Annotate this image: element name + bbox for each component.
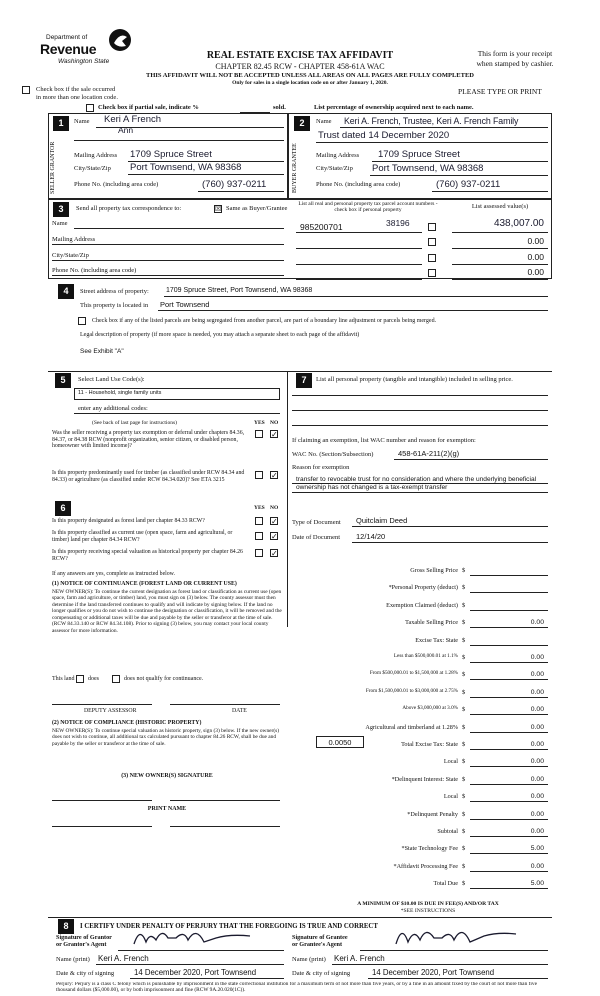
tax-row-dollar: $ <box>462 654 466 661</box>
parcel-pp-checkbox-1[interactable] <box>428 223 436 231</box>
tax-row-value[interactable]: 5.00 <box>530 880 544 887</box>
seller-name-1: Keri A French <box>104 114 162 125</box>
tax-row-dollar: $ <box>462 637 466 644</box>
tax-row-value[interactable]: 0.00 <box>530 828 544 835</box>
logo-state: Washington State <box>58 58 110 65</box>
tax-row-label: Agricultural and timberland at 1.28% <box>365 724 458 731</box>
tax-row-value[interactable]: 0.00 <box>530 724 544 731</box>
s6-q3: Is this property receiving special valuation as historical property per chapter 84.26 RCW? <box>52 549 243 562</box>
grantee-date: 14 December 2020, Port Townsend <box>372 968 495 977</box>
form-chapter: CHAPTER 82.45 RCW - CHAPTER 458-61A WAC <box>215 62 385 71</box>
grantor-name: Keri A. French <box>98 954 149 963</box>
receipt-note-1: This form is your receipt <box>477 49 553 58</box>
logo-revenue: Revenue <box>40 41 97 57</box>
section-8-number: 8 <box>58 919 74 934</box>
notice1-title: (1) NOTICE OF CONTINUANCE (FOREST LAND OR CURRENT USE) <box>52 581 237 587</box>
multi-location-label: Check box if the sale occurred <box>36 86 116 93</box>
tax-row-value[interactable]: 0.00 <box>530 706 544 713</box>
parcel-header: List all real and personal property tax parcel account numbers - check box if personal property <box>298 201 438 214</box>
tax-row-label: Subtotal <box>437 828 458 835</box>
s6-yes: YES <box>254 505 265 511</box>
land-use-code: 11 - Household, single family units <box>78 390 162 396</box>
grantee-date-label: Date & city of signing <box>292 970 351 977</box>
tax-row-value[interactable]: 0.00 <box>530 671 544 678</box>
s5-q1-yes[interactable] <box>255 430 263 438</box>
tax-row-label: *Delinquent Penalty <box>407 811 458 818</box>
parcel-pp-checkbox-2[interactable] <box>428 238 436 246</box>
buyer-name-1: Keri A. French, Trustee, Keri A. French Family <box>344 116 519 126</box>
seller-phone-label: Phone No. (including area code) <box>74 181 159 188</box>
tax-row-dollar: $ <box>462 602 466 609</box>
land-does-label: does <box>88 676 99 682</box>
s5-q1: Was the seller receiving a property tax exemption or deferral under chapters 84.36, 84.37, or 84.38 RCW (nonprofit organization, senior citizen, or disabled person, homeowner with limited income)? <box>52 430 245 450</box>
legal-label: Legal description of property (if more space is needed, you may attach a separate sheet to each page of the affidavit) <box>80 332 360 338</box>
grantor-date: 14 December 2020, Port Townsend <box>134 968 257 977</box>
new-owner-signature-label: (3) NEW OWNER(S) SIGNATURE <box>121 773 213 779</box>
seller-name-2: Ann <box>118 125 134 135</box>
tax-row-label: Less than $500,000.01 at 1.1% <box>393 653 458 659</box>
grantee-signature <box>390 922 520 950</box>
same-as-buyer-label: Same as Buyer/Grantee <box>226 205 288 212</box>
tax-row-dollar: $ <box>462 776 466 783</box>
segregated-checkbox[interactable] <box>78 317 86 325</box>
s6-q2-yes[interactable] <box>255 532 263 540</box>
tax-row-dollar: $ <box>462 671 466 678</box>
tax-row-label: Taxable Selling Price <box>405 619 458 626</box>
tax-row-dollar: $ <box>462 811 466 818</box>
tax-row-label: Local <box>443 758 458 765</box>
assessed-header: List assessed value(s) <box>471 203 529 210</box>
parcel-pp-checkbox-4[interactable] <box>428 269 436 277</box>
tax-row-label: Gross Selling Price <box>410 567 458 574</box>
street-label: Street address of property: <box>80 288 149 295</box>
assessed-value-2: 0.00 <box>527 236 544 246</box>
doc-date-label: Date of Document <box>292 534 341 541</box>
s6-q1-yes[interactable] <box>255 517 263 525</box>
minimum-fee-note: A MINIMUM OF $10.00 IS DUE IN FEE(S) AND/OR TAX <box>357 901 499 907</box>
grantor-name-label: Name (print) <box>56 956 90 963</box>
sales-note: Only for sales in a single location code on or after January 1, 2020. <box>232 80 388 86</box>
section-1-number: 1 <box>53 116 69 131</box>
notice2-body: NEW OWNER(S): To continue special valuation as historic property, sign (3) below. If the new owner(s) does not wish to continue, all additional tax calculated pursuant to chapter 84.26 RCW, shall be due and payable by the seller or transferor at the time of sale. <box>52 728 280 747</box>
grantor-date-label: Date & city of signing <box>56 970 115 977</box>
land-does-not-label: does not qualify for continuance. <box>124 676 204 682</box>
grantee-sig-label: Signature of Grantee or Grantee's Agent <box>292 934 348 949</box>
located-label: This property is located in <box>80 302 149 309</box>
see-back-label: (See back of last page for instructions) <box>92 420 177 426</box>
tax-row-value[interactable]: 0.00 <box>530 863 544 870</box>
s6-q1-no[interactable]: ✓ <box>271 517 278 526</box>
notice2-title: (2) NOTICE OF COMPLIANCE (HISTORIC PROPERTY) <box>52 720 202 726</box>
tax-row-value[interactable]: 0.00 <box>530 758 544 765</box>
acceptance-warning: THIS AFFIDAVIT WILL NOT BE ACCEPTED UNLESS ALL AREAS ON ALL PAGES ARE FULLY COMPLETED <box>146 72 474 79</box>
s6-q3-yes[interactable] <box>255 549 263 557</box>
buyer-phone: (760) 937-0211 <box>436 179 501 190</box>
tax-row-value[interactable]: 0.00 <box>530 793 544 800</box>
s3-phone-label: Phone No. (including area code) <box>52 267 137 274</box>
tax-row-dollar: $ <box>462 724 466 731</box>
exemption-label: If claiming an exemption, list WAC number and reason for exemption: <box>292 437 476 444</box>
s3-mailing-label: Mailing Address <box>52 236 96 243</box>
section-3-number: 3 <box>53 202 69 217</box>
s6-if-yes: If any answers are yes, complete as instructed below. <box>52 571 175 577</box>
receipt-note-2: when stamped by cashier. <box>476 59 554 68</box>
tax-row-dollar: $ <box>462 863 466 870</box>
partial-sale-sold: sold. <box>273 104 286 111</box>
s5-q2-no[interactable]: ✓ <box>271 471 278 480</box>
doc-type-label: Type of Document <box>292 519 341 526</box>
seller-phone: (760) 937-0211 <box>202 179 267 190</box>
tax-row-value[interactable]: 0.00 <box>530 654 544 661</box>
partial-sale-label: Check box if partial sale, indicate % <box>98 104 199 111</box>
located-city: Port Townsend <box>160 300 210 309</box>
seller-name-label: Name <box>74 118 90 125</box>
s5-yes: YES <box>254 420 265 426</box>
tax-row-dollar: $ <box>462 828 466 835</box>
buyer-city-label: City/State/Zip <box>316 165 353 172</box>
parcel-number: 985200701 <box>300 222 343 232</box>
tax-row-label: From $500,000.01 to $1,500,000 at 1.28% <box>369 670 458 676</box>
section-2-number: 2 <box>294 116 310 131</box>
partial-sale-checkbox[interactable] <box>86 104 94 112</box>
land-does-not-checkbox[interactable] <box>112 675 120 683</box>
section-4-number: 4 <box>58 284 74 299</box>
tax-row-dollar: $ <box>462 706 466 713</box>
seller-city: Port Townsend, WA 98368 <box>130 162 242 173</box>
tax-row-value[interactable]: 0.00 <box>530 689 544 696</box>
buyer-side-label: BUYER GRANTEE <box>292 143 298 193</box>
s6-q2-no[interactable]: ✓ <box>271 532 278 541</box>
tax-row-label: Local <box>443 793 458 800</box>
buyer-name-label: Name <box>316 118 332 125</box>
pct-ownership-note: List percentage of ownership acquired next to each name. <box>314 104 474 111</box>
street-address: 1709 Spruce Street, Port Townsend, WA 98368 <box>166 287 313 294</box>
s5-no: NO <box>270 420 279 426</box>
section-5-number: 5 <box>55 373 71 388</box>
assessed-value-3: 0.00 <box>527 252 544 262</box>
tax-row-dollar: $ <box>462 567 466 574</box>
land-does-checkbox[interactable] <box>76 675 84 683</box>
s6-q2: Is this property classified as current use (open space, farm and agricultural, or timber) land per chapter 84.34 RCW? <box>52 530 233 543</box>
tax-row-dollar: $ <box>462 584 466 591</box>
parcel-extra: 38196 <box>386 218 410 228</box>
personal-property-label: List all personal property (tangible and intangible) included in selling price. <box>316 376 513 383</box>
buyer-phone-label: Phone No. (including area code) <box>316 181 401 188</box>
grantee-name-label: Name (print) <box>292 956 326 963</box>
buyer-mailing-label: Mailing Address <box>316 152 360 159</box>
buyer-mailing: 1709 Spruce Street <box>378 149 460 160</box>
tax-row-dollar: $ <box>462 741 466 748</box>
land-use-label: Select Land Use Code(s): <box>78 376 145 383</box>
multi-location-label-2: in more than one location code. <box>36 94 118 101</box>
assessed-value-1: 438,007.00 <box>493 218 544 229</box>
reason-label: Reason for exemption <box>292 464 350 471</box>
tax-row-dollar: $ <box>462 758 466 765</box>
buyer-city: Port Townsend, WA 98368 <box>372 163 484 174</box>
s6-q3-no[interactable]: ✓ <box>271 549 278 558</box>
local-rate-box[interactable]: 0.0050 <box>316 736 364 748</box>
tax-row-label: Total Excise Tax: State <box>401 741 458 748</box>
seller-side-label: SELLER GRANTOR <box>50 141 56 195</box>
section-7-number: 7 <box>296 373 312 388</box>
tax-row-dollar: $ <box>462 619 466 626</box>
form-title: REAL ESTATE EXCISE TAX AFFIDAVIT <box>206 50 394 61</box>
tax-row-label: Above $3,000,000 at 3.0% <box>402 705 458 711</box>
section-3-label: Send all property tax correspondence to: <box>76 205 182 212</box>
tax-row-dollar: $ <box>462 880 466 887</box>
s3-city-label: City/State/Zip <box>52 252 89 259</box>
dor-logo <box>40 22 135 70</box>
section-6-number: 6 <box>55 501 71 516</box>
tax-row-dollar: $ <box>462 845 466 852</box>
seller-mailing-label: Mailing Address <box>74 152 118 159</box>
additional-codes-label: enter any additional codes: <box>78 405 148 412</box>
seller-city-label: City/State/Zip <box>74 165 111 172</box>
see-instructions: *SEE INSTRUCTIONS <box>400 908 456 914</box>
tax-row-label: Total Due <box>433 880 458 887</box>
notice1-body: NEW OWNER(S): To continue the current designation as forest land or classification as current use (open space, farm and agriculture, or timber) land, you must sign on (3) below. The county assessor must then determine if the land transferred continues to qualify and will indicate by signing below. If the land no longer qualifies or you do not wish to continue the designation or classification, it will be removed and the compensating or additional taxes will be due and payable by the seller or transferor at the time of sale. (RCW 84.33.140 or RCW 84.34.108). Prior to signing (3) below, you may contact your local county assessor for more information. <box>52 589 282 634</box>
tax-row-dollar: $ <box>462 793 466 800</box>
parcel-pp-checkbox-3[interactable] <box>428 254 436 262</box>
grantee-name: Keri A. French <box>334 954 385 963</box>
logo-dept: Department of <box>46 34 88 41</box>
s3-name-label: Name <box>52 220 68 227</box>
tax-row-value[interactable]: 0.00 <box>530 776 544 783</box>
tax-row-label: *Affidavit Processing Fee <box>393 863 458 870</box>
tax-row-label: *State Technology Fee <box>401 845 458 852</box>
exemption-reason: transfer to revocable trust for no consideration and where the underlying beneficial ownership has not changed is a tax-exempt transfer <box>296 476 537 491</box>
tax-row-value[interactable]: 5.00 <box>530 845 544 852</box>
multi-location-checkbox[interactable] <box>22 86 30 94</box>
assessed-value-4: 0.00 <box>527 267 544 277</box>
s5-q2-yes[interactable] <box>255 471 263 479</box>
legal-description: See Exhibit "A" <box>80 348 124 355</box>
wac-number: 458-61A-211(2)(g) <box>398 449 460 458</box>
segregated-label: Check box if any of the listed parcels are being segregated from another parcel, are part of a boundary line adjustment or parcels being merged. <box>92 318 437 324</box>
print-name-label: PRINT NAME <box>147 806 187 812</box>
s5-q2: Is this property predominantly used for timber (as classified under RCW 84.34 and 84.33) or agriculture (as classified under RCW 84.34.020)? See ETA 3215 <box>52 470 245 483</box>
deputy-date-label: DATE <box>232 708 247 714</box>
tax-row-label: Exemption Claimed (deduct) <box>386 602 458 609</box>
wac-label: WAC No. (Section/Subsection) <box>292 451 374 458</box>
seller-mailing: 1709 Spruce Street <box>130 149 212 160</box>
same-as-buyer-checkbox[interactable]: ☒ <box>215 205 222 213</box>
print-note: PLEASE TYPE OR PRINT <box>458 87 542 96</box>
s6-q1: Is this property designated as forest land per chapter 84.33 RCW? <box>52 518 205 524</box>
deputy-assessor-label: DEPUTY ASSESSOR <box>84 708 137 714</box>
logo-mark-icon <box>108 28 132 52</box>
buyer-name-2: Trust dated 14 December 2020 <box>318 130 450 141</box>
perjury-notice: Perjury: Perjury is a class C felony which is punishable by imprisonment in the state correctional institution for a maximum term of not more than five years, or by a fine in an amount fixed by the court of not more than five thousand dollars ($5,000.00), or by both imprisonment and fine (RCW 9A.20.020(1C)). <box>56 982 537 993</box>
certify-statement: I CERTIFY UNDER PENALTY OF PERJURY THAT THE FOREGOING IS TRUE AND CORRECT <box>80 923 378 930</box>
s5-q1-no[interactable]: ✓ <box>271 430 278 439</box>
tax-row-label: Excise Tax: State <box>415 637 458 644</box>
grantor-sig-label: Signature of Grantor or Grantor's Agent <box>56 934 112 949</box>
doc-date: 12/14/20 <box>356 532 386 541</box>
tax-row-label: *Delinquent Interest: State <box>391 776 458 783</box>
doc-type: Quitclaim Deed <box>356 516 408 525</box>
this-land-label: This land <box>52 676 75 682</box>
tax-row-value[interactable]: 0.00 <box>530 811 544 818</box>
tax-row-value[interactable]: 0.00 <box>530 619 544 626</box>
grantor-signature <box>126 924 256 950</box>
s6-no: NO <box>270 505 279 511</box>
tax-row-dollar: $ <box>462 689 466 696</box>
tax-row-label: From $1,500,000.01 to $3,000,000 at 2.75% <box>365 688 458 694</box>
tax-row-label: *Personal Property (deduct) <box>388 584 458 591</box>
tax-row-value[interactable]: 0.00 <box>530 741 544 748</box>
